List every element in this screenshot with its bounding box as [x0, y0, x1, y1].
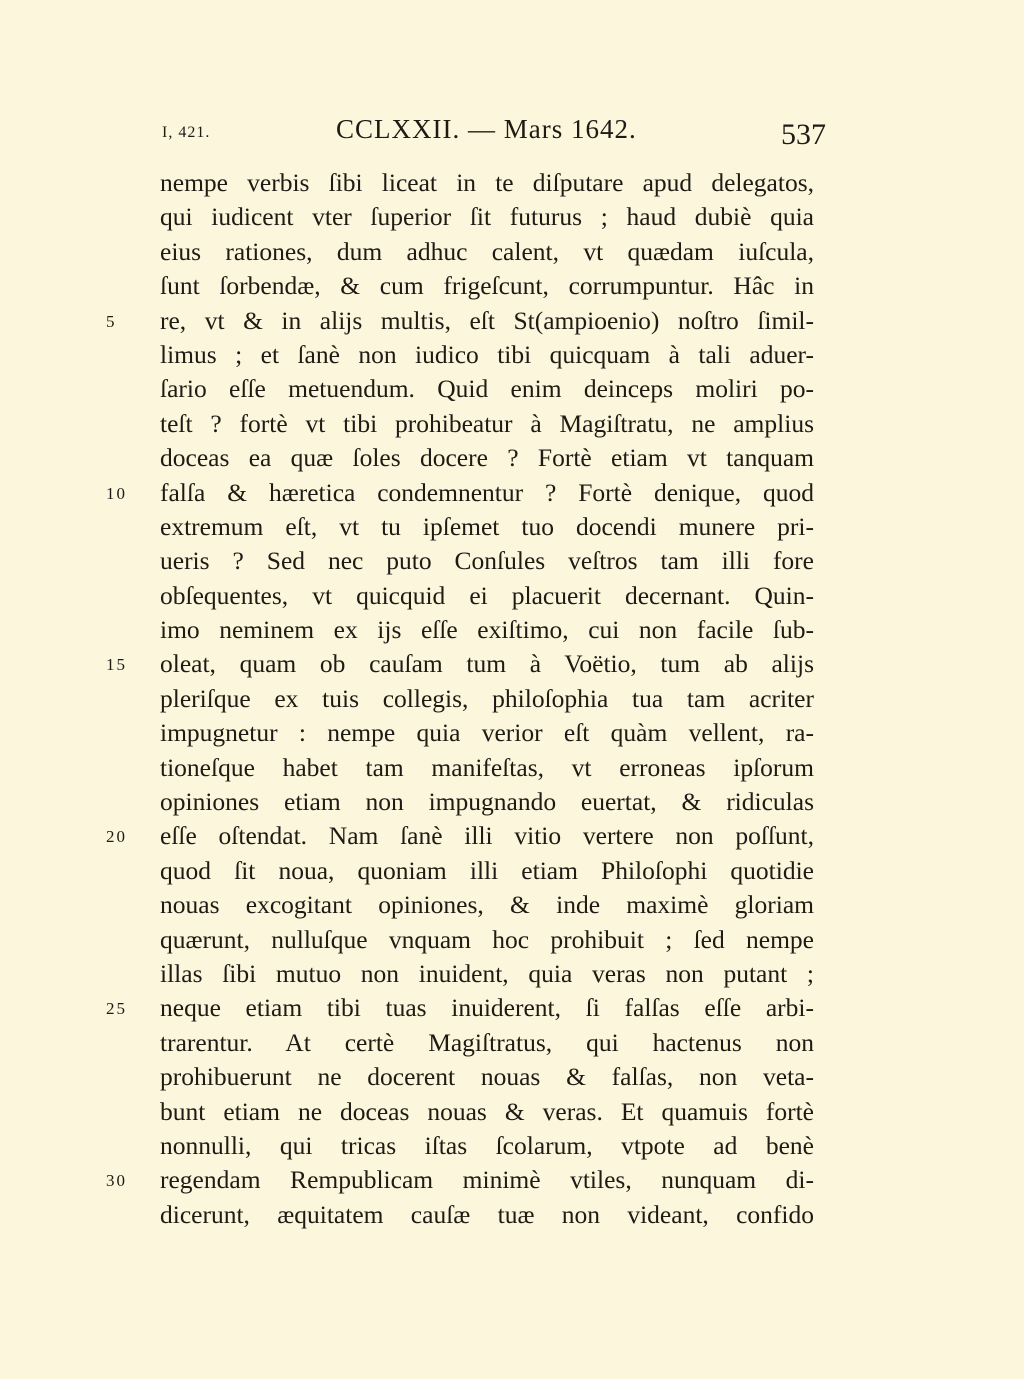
line-text: extremum eſt, vt tu ipſemet tuo docendi munere pri- [160, 511, 814, 541]
line-text: quærunt, nulluſque vnquam hoc prohibuit ; ſed nempe [160, 924, 814, 954]
line-text: pleriſque ex tuis collegis, philoſophia tua tam acriter [160, 683, 814, 713]
line-text: dicerunt, æquitatem cauſæ tuæ non videant, confido [160, 1199, 814, 1229]
text-line [0, 751, 1024, 785]
text-line [0, 1163, 1024, 1197]
text-line [0, 1129, 1024, 1163]
text-line [0, 923, 1024, 957]
line-number: 20 [106, 827, 127, 847]
line-text: doceas ea quæ ſoles docere ? Fortè etiam vt tanquam [160, 443, 814, 473]
line-text: quod ſit noua, quoniam illi etiam Philoſophi quotidie [160, 855, 814, 885]
line-number: 25 [106, 999, 127, 1019]
letter-body [0, 166, 1024, 1232]
line-text: impugnetur : nempe quia verior eſt quàm vellent, ra- [160, 718, 814, 748]
line-text: nonnulli, qui tricas iſtas ſcolarum, vtpote ad benè [160, 1130, 814, 1160]
line-text: falſa & hæretica condemnentur ? Fortè denique, quod [160, 477, 814, 507]
text-line [0, 476, 1024, 510]
text-line [0, 441, 1024, 475]
text-line [0, 854, 1024, 888]
line-text: eſſe oſtendat. Nam ſanè illi vitio vertere non poſſunt, [160, 821, 814, 851]
text-line [0, 1095, 1024, 1129]
text-line [0, 682, 1024, 716]
line-text: obſequentes, vt quicquid ei placuerit decernant. Quin- [160, 580, 814, 610]
text-line [0, 957, 1024, 991]
text-line [0, 510, 1024, 544]
line-number: 30 [106, 1171, 127, 1191]
line-number: 10 [106, 483, 127, 503]
text-line [0, 338, 1024, 372]
line-text: qui iudicent vter ſuperior ſit futurus ; haud dubiè quia [160, 202, 814, 232]
text-line [0, 819, 1024, 853]
text-line [0, 269, 1024, 303]
text-line [0, 579, 1024, 613]
line-text: nempe verbis ſibi liceat in te diſputare apud delegatos, [160, 168, 814, 197]
line-text: neque etiam tibi tuas inuiderent, ſi falſas eſſe arbi- [160, 993, 814, 1023]
volume-reference: I, 421. [162, 124, 211, 141]
line-number: 5 [106, 311, 117, 331]
line-text: ueris ? Sed nec puto Conſules veſtros tam illi fore [160, 546, 814, 576]
text-line [0, 200, 1024, 234]
line-text: ſunt ſorbendæ, & cum frigeſcunt, corrumpuntur. Hâc in [160, 271, 814, 301]
text-line [0, 647, 1024, 681]
line-text: ſario eſſe metuendum. Quid enim deinceps moliri po- [160, 374, 814, 404]
text-line [0, 166, 1024, 200]
line-text: nouas excogitant opiniones, & inde maximè gloriam [160, 890, 814, 920]
line-text: re, vt & in alijs multis, eſt St(ampioenio) noſtro ſimil- [160, 305, 814, 335]
line-text: eius rationes, dum adhuc calent, vt quædam iuſcula, [160, 236, 814, 266]
line-number: 15 [106, 655, 127, 675]
text-line [0, 613, 1024, 647]
text-line [0, 1060, 1024, 1094]
line-text: limus ; et ſanè non iudico tibi quicquam à tali aduer- [160, 339, 814, 369]
text-line [0, 304, 1024, 338]
line-text: tioneſque habet tam manifeſtas, vt erroneas ipſorum [160, 752, 814, 782]
line-text: opiniones etiam non impugnando euertat, & ridiculas [160, 787, 814, 817]
line-text: trarentur. At certè Magiſtratus, qui hactenus non [160, 1027, 814, 1057]
line-text: bunt etiam ne doceas nouas & veras. Et quamuis fortè [160, 1096, 814, 1126]
text-line [0, 991, 1024, 1025]
text-line [0, 407, 1024, 441]
line-text: prohibuerunt ne docerent nouas & falſas, non veta- [160, 1062, 814, 1092]
text-line [0, 888, 1024, 922]
line-text: illas ſibi mutuo non inuident, quia veras non putant ; [160, 958, 814, 988]
text-line [0, 544, 1024, 578]
line-text: imo neminem ex ijs eſſe exiſtimo, cui non facile ſub- [160, 615, 814, 645]
text-line [0, 716, 1024, 750]
letter-heading: CCLXXII. — Mars 1642. [336, 114, 637, 144]
running-header [0, 112, 1024, 152]
line-text: teſt ? fortè vt tibi prohibeatur à Magiſtratu, ne amplius [160, 408, 814, 438]
page-number: 537 [781, 118, 826, 151]
text-line [0, 1026, 1024, 1060]
line-text: regendam Rempublicam minimè vtiles, nunquam di- [160, 1165, 814, 1195]
text-line [0, 372, 1024, 406]
text-line [0, 785, 1024, 819]
line-text: oleat, quam ob cauſam tum à Voëtio, tum ab alijs [160, 649, 814, 679]
text-line [0, 235, 1024, 269]
text-line [0, 1198, 1024, 1232]
